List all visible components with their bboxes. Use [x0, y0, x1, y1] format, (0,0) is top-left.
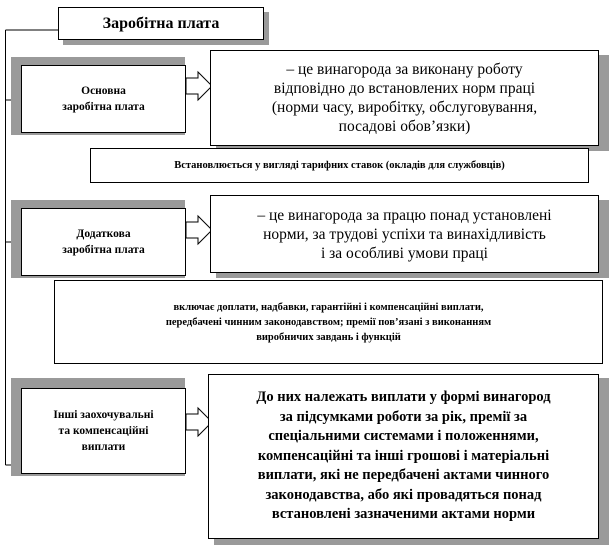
note-box-main-salary	[90, 148, 589, 183]
category-box-other-payments	[21, 388, 186, 474]
category-line: виплати	[81, 441, 126, 453]
category-line: Додаткова	[76, 228, 131, 240]
block-arrow-1	[186, 72, 212, 100]
title-text: Заробітна плата	[102, 14, 220, 32]
definition-line: посадові обов’язки)	[338, 118, 471, 135]
category-line: Основна	[81, 85, 126, 97]
category-line: та компенсаційні	[58, 425, 149, 437]
note-line: Встановлюється у вигляді тарифних ставок (окладів для службовців)	[174, 160, 505, 171]
definition-line: компенсаційні та інші грошові і матеріальні	[257, 447, 550, 464]
note-box-additional-salary	[54, 280, 603, 364]
definition-line: До них належать виплати у формі винагород	[256, 389, 551, 406]
note-line: включає доплати, надбавки, гарантійні і компенсаційні виплати,	[173, 301, 484, 313]
definition-line: спеціальними системами і положеннями,	[268, 428, 539, 445]
definition-line: норми, за трудові успіхи та винахідливість	[263, 225, 546, 243]
block-arrow-2	[186, 216, 212, 244]
definition-line: – це винагорода за працю понад установлені	[257, 206, 552, 224]
category-line: Інші заохочувальні	[53, 409, 154, 421]
definition-line: – це винагорода за виконану роботу	[286, 61, 523, 78]
definition-box-other-payments	[208, 374, 599, 539]
definition-line: за підсумками роботи за рік, премії за	[279, 408, 528, 425]
category-box-additional-salary	[21, 208, 186, 276]
definition-line: і за особливі умови праці	[321, 244, 488, 262]
definition-line: відповідно до встановлених норм праці	[273, 80, 536, 97]
definition-line: (норми часу, виробітку, обслуговування,	[271, 99, 538, 116]
title-box	[58, 7, 264, 40]
category-line: заробітна плата	[62, 244, 145, 256]
category-line: заробітна плата	[62, 101, 145, 113]
definition-line: встановлені зазначеними актами норми	[271, 506, 536, 523]
note-line: виробничих завдань і функцій	[256, 331, 401, 343]
category-box-main-salary	[21, 65, 186, 133]
definition-box-main-salary	[210, 50, 599, 146]
definition-box-additional-salary	[210, 195, 599, 273]
definition-line: законодавства, або які провадяться понад	[265, 486, 542, 503]
note-line: передбачені чинним законодавством; премії пов’язані з виконанням	[165, 316, 492, 328]
definition-line: виплати, які не передбачені актами чинного	[257, 467, 550, 484]
